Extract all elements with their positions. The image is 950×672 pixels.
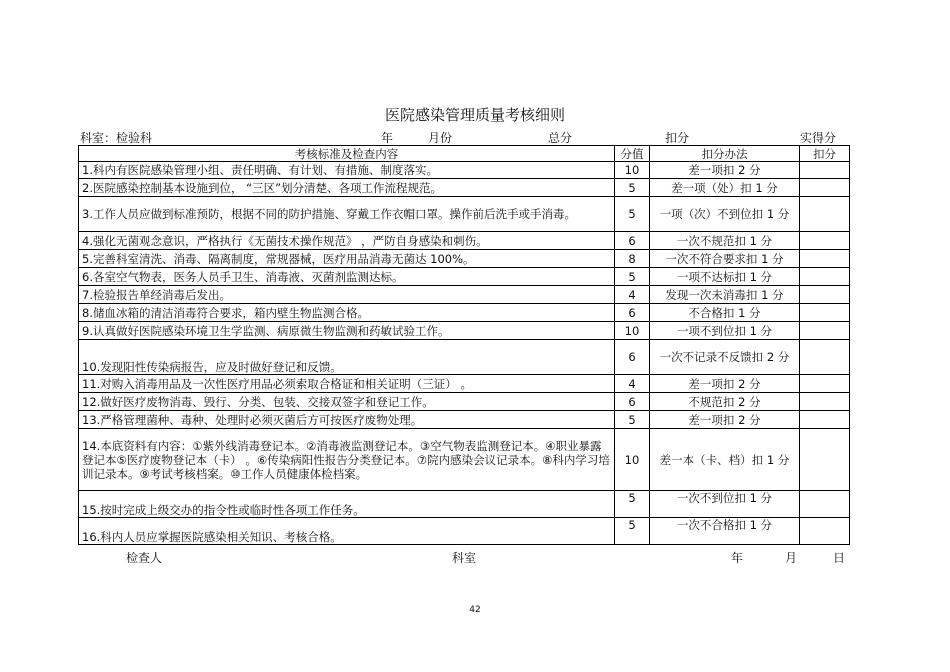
row-deduct-cell[interactable]	[800, 197, 850, 232]
row-deduct-cell[interactable]	[800, 491, 850, 518]
table-row	[79, 286, 850, 304]
row-deduct-cell[interactable]	[800, 268, 850, 286]
row-deduct-cell[interactable]	[800, 286, 850, 304]
row-item: 12.做好医疗废物消毒、毁行、分类、包装、交接双签字和登记工作。	[79, 393, 615, 411]
row-item: 13.严格管理菌种、毒种、处理时必须灭菌后方可按医疗废物处理。	[79, 411, 615, 429]
row-method: 一项不达标扣 1 分	[650, 268, 800, 286]
deduct-total-label: 扣分	[665, 131, 690, 145]
row-item: 14.本底资料有内容：①紫外线消毒登记本。②消毒液监测登记本。③空气物表监测登记本。④职业暴露登记本⑤医疗废物登记本（卡） 。⑥传染病阳性报告分类登记本。⑦院内感染会议记录本。⑧科内学习培训记录本。⑨考试考核档案。⑩工作人员健康体检档案。	[79, 429, 615, 491]
row-score: 5	[615, 411, 650, 429]
row-method: 一次不到位扣 1 分	[650, 491, 800, 518]
table-row	[79, 340, 850, 375]
footer-day-label: 日	[833, 551, 846, 565]
footer-year-label: 年	[731, 551, 744, 565]
row-item: 7.检验报告单经消毒后发出。	[79, 286, 615, 304]
row-item: 6.各室空气物表，医务人员手卫生、消毒液、灭菌剂监测达标。	[79, 268, 615, 286]
table-row	[79, 393, 850, 411]
row-score: 10	[615, 162, 650, 179]
table-row	[79, 179, 850, 197]
row-deduct-cell[interactable]	[800, 375, 850, 393]
table-row	[79, 375, 850, 393]
footer-dept-label: 科室	[452, 551, 477, 565]
row-score: 6	[615, 232, 650, 250]
row-deduct-cell[interactable]	[800, 518, 850, 545]
row-deduct-cell[interactable]	[800, 322, 850, 340]
row-score: 8	[615, 250, 650, 268]
table-row	[79, 304, 850, 322]
row-score: 5	[615, 491, 650, 518]
row-method: 不规范扣 2 分	[650, 393, 800, 411]
header-item: 考核标准及检查内容	[79, 146, 615, 162]
row-method: 一次不规范扣 1 分	[650, 232, 800, 250]
row-deduct-cell[interactable]	[800, 393, 850, 411]
row-deduct-cell[interactable]	[800, 411, 850, 429]
row-method: 不合格扣 1 分	[650, 304, 800, 322]
row-item: 10.发现阳性传染病报告，应及时做好登记和反馈。	[79, 340, 615, 375]
row-deduct-cell[interactable]	[800, 340, 850, 375]
total-score-label: 总分	[548, 131, 573, 145]
row-item: 8.储血冰箱的清洁消毒符合要求，箱内壁生物监测合格。	[79, 304, 615, 322]
table-row	[79, 250, 850, 268]
row-score: 4	[615, 286, 650, 304]
row-method: 发现一次未消毒扣 1 分	[650, 286, 800, 304]
row-deduct-cell[interactable]	[800, 179, 850, 197]
dept-label: 科室：检验科	[80, 131, 153, 145]
page-number: 42	[469, 605, 481, 615]
row-item: 2.医院感染控制基本设施到位， “三区”划分清楚、各项工作流程规范。	[79, 179, 615, 197]
row-deduct-cell[interactable]	[800, 232, 850, 250]
document-title: 医院感染管理质量考核细则	[384, 106, 565, 124]
table-row	[79, 411, 850, 429]
header-score: 分值	[615, 146, 650, 162]
row-method: 一次不合格扣 1 分	[650, 518, 800, 545]
table-row	[79, 197, 850, 232]
header-deduct: 扣分	[800, 146, 850, 162]
month-label: 月份	[428, 131, 453, 145]
row-item: 11.对购入消毒用品及一次性医疗用品必须索取合格证和相关证明（三证） 。	[79, 375, 615, 393]
table-row	[79, 162, 850, 179]
row-item: 3.工作人员应做到标准预防，根据不同的防护措施、穿戴工作衣帽口罩。操作前后洗手或手消毒。	[79, 197, 615, 232]
row-method: 一项不到位扣 1 分	[650, 322, 800, 340]
row-score: 4	[615, 375, 650, 393]
table-row	[79, 322, 850, 340]
row-method: 一次不记录不反馈扣 2 分	[650, 340, 800, 375]
row-item: 16.科内人员应掌握医院感染相关知识、考核合格。	[79, 518, 615, 545]
footer-month-label: 月	[785, 551, 798, 565]
actual-score-label: 实得分	[800, 131, 837, 145]
year-label: 年	[381, 131, 394, 145]
row-item: 5.完善科室清洗、消毒、隔离制度，常规器械，医疗用品消毒无菌达 100%。	[79, 250, 615, 268]
row-item: 9.认真做好医院感染环境卫生学监测、病原微生物监测和药敏试验工作。	[79, 322, 615, 340]
row-deduct-cell[interactable]	[800, 304, 850, 322]
row-method: 一次不符合要求扣 1 分	[650, 250, 800, 268]
row-deduct-cell[interactable]	[800, 162, 850, 179]
row-method: 差一项扣 2 分	[650, 411, 800, 429]
row-score: 5	[615, 518, 650, 545]
row-score: 5	[615, 179, 650, 197]
row-deduct-cell[interactable]	[800, 250, 850, 268]
row-item: 4.强化无菌观念意识，严格执行《无菌技术操作规范》 ，严防自身感染和刺伤。	[79, 232, 615, 250]
row-method: 一项（次）不到位扣 1 分	[650, 197, 800, 232]
row-score: 5	[615, 268, 650, 286]
row-score: 6	[615, 304, 650, 322]
table-header-row	[79, 146, 850, 162]
assessment-table	[78, 145, 850, 545]
row-method: 差一项扣 2 分	[650, 375, 800, 393]
table-row	[79, 518, 850, 545]
table-row	[79, 429, 850, 491]
table-row	[79, 232, 850, 250]
row-score: 10	[615, 429, 650, 491]
inspector-label: 检查人	[126, 551, 163, 565]
row-method: 差一项扣 2 分	[650, 162, 800, 179]
row-score: 5	[615, 197, 650, 232]
row-score: 6	[615, 340, 650, 375]
table-row	[79, 268, 850, 286]
table-row	[79, 491, 850, 518]
row-method: 差一项（处）扣 1 分	[650, 179, 800, 197]
row-deduct-cell[interactable]	[800, 429, 850, 491]
row-item: 15.按时完成上级交办的指令性或临时性各项工作任务。	[79, 491, 615, 518]
row-item: 1.科内有医院感染管理小组、责任明确、有计划、有措施、制度落实。	[79, 162, 615, 179]
row-score: 10	[615, 322, 650, 340]
row-score: 6	[615, 393, 650, 411]
row-method: 差一本（卡、档）扣 1 分	[650, 429, 800, 491]
header-method: 扣分办法	[650, 146, 800, 162]
